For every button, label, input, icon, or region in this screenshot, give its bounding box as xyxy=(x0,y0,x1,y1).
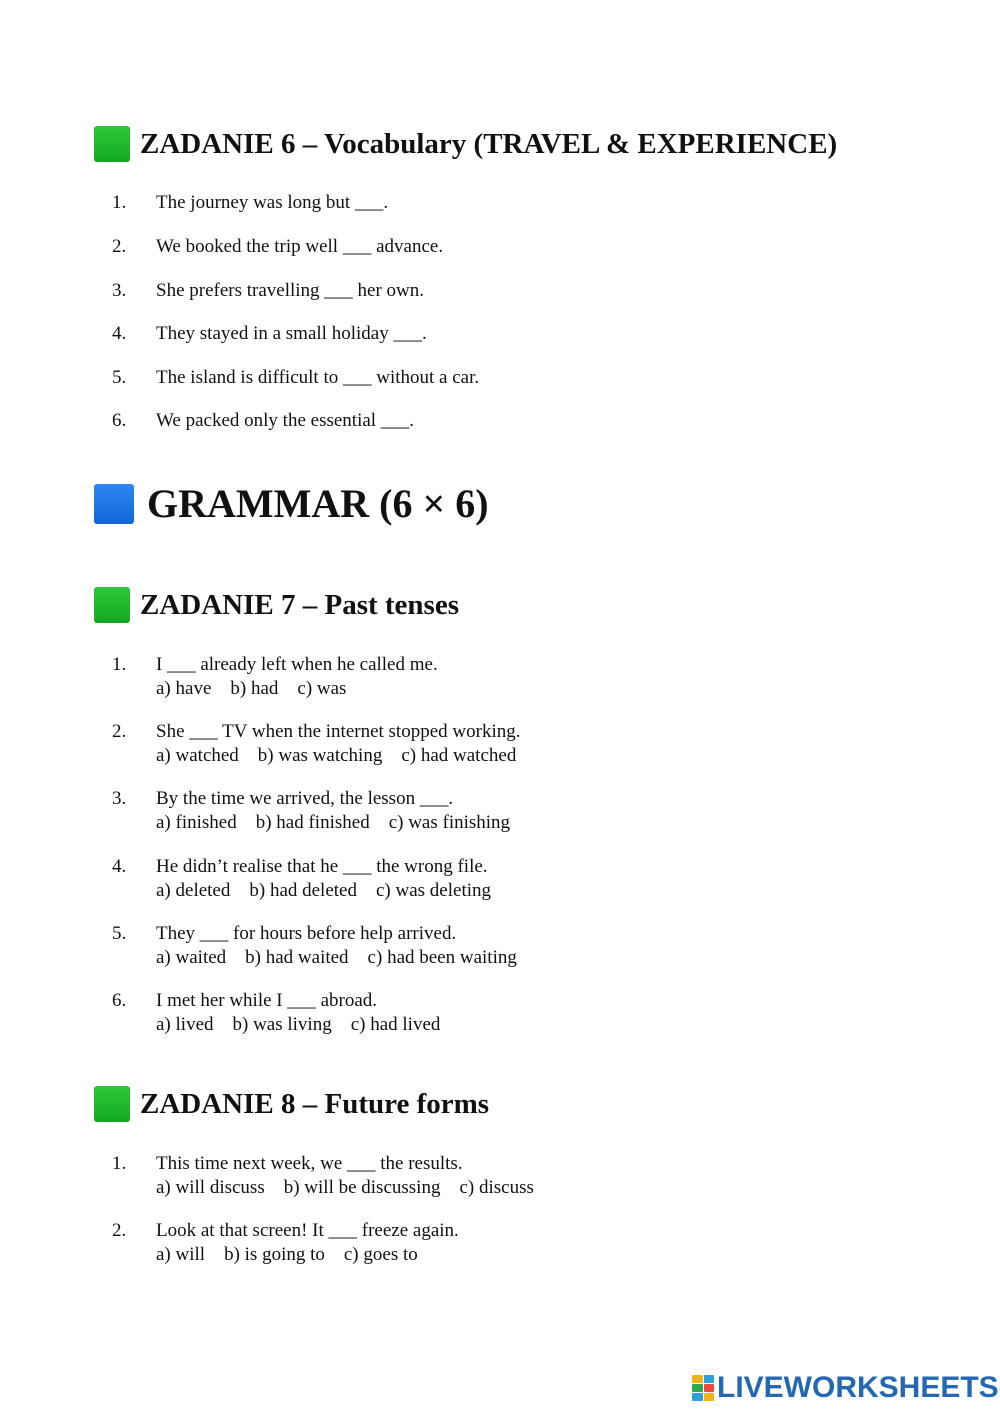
green-square-icon xyxy=(94,126,130,162)
task6-heading xyxy=(94,126,837,162)
item-sentence: The journey was long but ___. xyxy=(156,192,389,213)
task7-heading xyxy=(94,587,459,623)
item-options: a) watched b) was watching c) had watched xyxy=(156,745,517,766)
item-sentence: The island is difficult to ___ without a car. xyxy=(156,367,480,388)
item-sentence: We packed only the essential ___. xyxy=(156,410,415,431)
grammar-heading-text: GRAMMAR (6 × 6) xyxy=(147,481,489,526)
item-options: a) waited b) had waited c) had been waiting xyxy=(156,947,517,968)
item-sentence: She ___ TV when the internet stopped working. xyxy=(156,721,521,742)
item-options: a) finished b) had finished c) was finishing xyxy=(156,812,511,833)
liveworksheets-logo-icon xyxy=(692,1375,714,1401)
item-sentence: They stayed in a small holiday ___. xyxy=(156,323,427,344)
item-sentence: He didn’t realise that he ___ the wrong file. xyxy=(156,856,488,877)
item-sentence: I met her while I ___ abroad. xyxy=(156,990,378,1011)
item-number: 6. xyxy=(112,990,127,1011)
item-number: 5. xyxy=(112,923,127,944)
grammar-heading xyxy=(94,480,489,527)
item-number: 2. xyxy=(112,236,127,257)
blue-square-icon xyxy=(94,484,134,524)
item-number: 2. xyxy=(112,721,127,742)
item-options: a) will discuss b) will be discussing c) discuss xyxy=(156,1177,534,1198)
task8-heading xyxy=(94,1086,489,1122)
item-options: a) lived b) was living c) had lived xyxy=(156,1014,441,1035)
green-square-icon xyxy=(94,587,130,623)
liveworksheets-logo[interactable] xyxy=(692,1371,999,1405)
item-sentence: We booked the trip well ___ advance. xyxy=(156,236,444,257)
item-options: a) will b) is going to c) goes to xyxy=(156,1244,418,1265)
item-number: 4. xyxy=(112,856,127,877)
item-number: 5. xyxy=(112,367,127,388)
item-sentence: I ___ already left when he called me. xyxy=(156,654,438,675)
item-sentence: They ___ for hours before help arrived. xyxy=(156,923,457,944)
liveworksheets-logo-text: LIVEWORKSHEETS xyxy=(717,1371,999,1404)
item-options: a) have b) had c) was xyxy=(156,678,347,699)
item-sentence: Look at that screen! It ___ freeze again. xyxy=(156,1220,459,1241)
green-square-icon xyxy=(94,1086,130,1122)
item-number: 1. xyxy=(112,1153,127,1174)
item-number: 4. xyxy=(112,323,127,344)
item-sentence: By the time we arrived, the lesson ___. xyxy=(156,788,454,809)
item-number: 1. xyxy=(112,192,127,213)
task7-heading-text: ZADANIE 7 – Past tenses xyxy=(140,588,459,621)
item-number: 2. xyxy=(112,1220,127,1241)
item-number: 1. xyxy=(112,654,127,675)
item-sentence: This time next week, we ___ the results. xyxy=(156,1153,463,1174)
task6-heading-text: ZADANIE 6 – Vocabulary (TRAVEL & EXPERIENCE) xyxy=(140,127,838,160)
task8-heading-text: ZADANIE 8 – Future forms xyxy=(140,1087,490,1120)
item-options: a) deleted b) had deleted c) was deleting xyxy=(156,880,491,901)
item-number: 3. xyxy=(112,788,127,809)
item-sentence: She prefers travelling ___ her own. xyxy=(156,280,425,301)
item-number: 6. xyxy=(112,410,127,431)
item-number: 3. xyxy=(112,280,127,301)
